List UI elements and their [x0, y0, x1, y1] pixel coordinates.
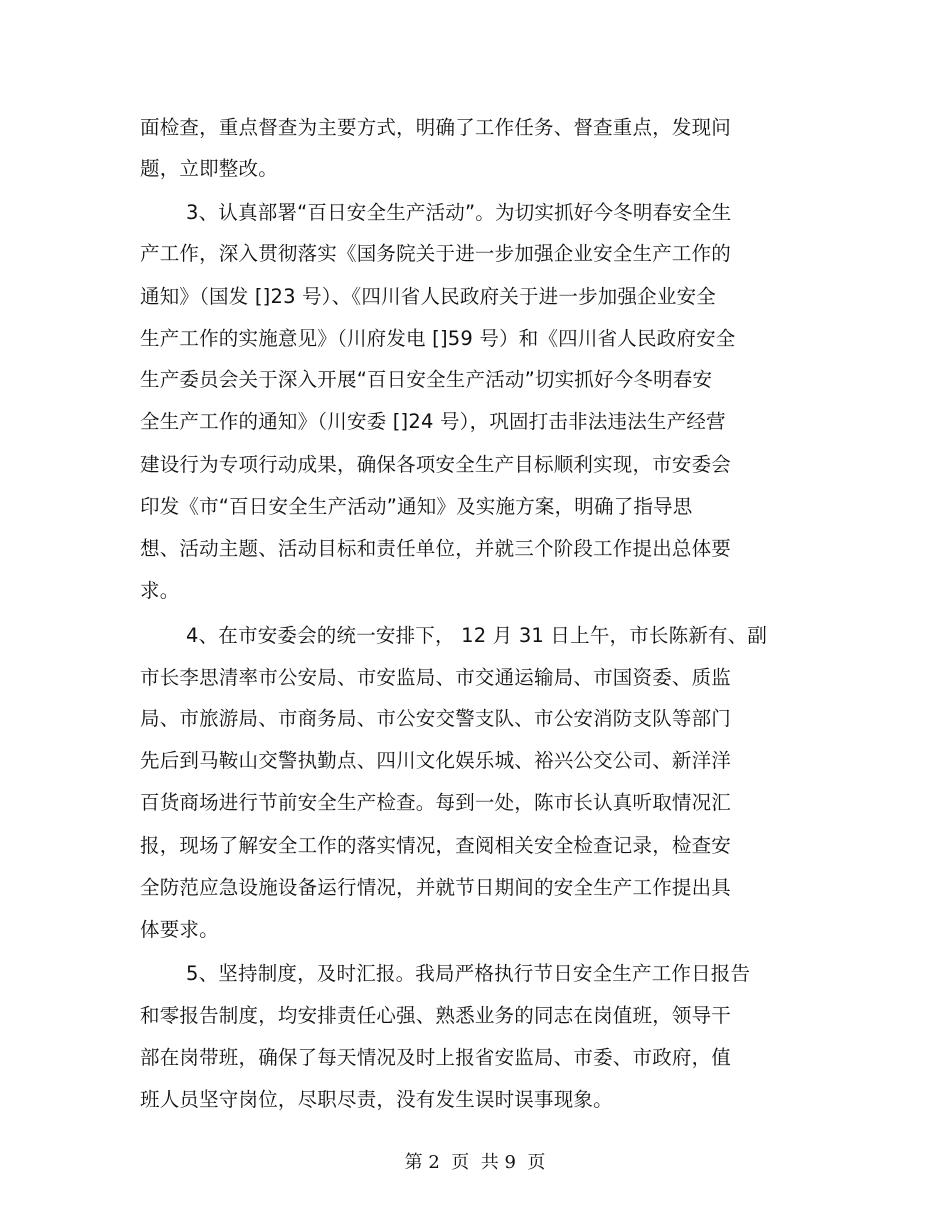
text-line: 班人员坚守岗位，尽职尽责，没有发生误时误事现象。 [140, 1088, 613, 1111]
text-line: 全生产工作的通知》（川安委 []24 号），巩固打击非法违法生产经营 [140, 410, 726, 433]
text-line: 市长李思清率市公安局、市安监局、市交通运输局、市国资委、质监 [140, 666, 732, 689]
text-line: 报，现场了解安全工作的落实情况，查阅相关安全检查记录，检查安 [140, 834, 732, 857]
text-line: 生产委员会关于深入开展“百日安全生产活动”切实抓好今冬明春安 [140, 368, 713, 391]
text-line: 建设行为专项行动成果，确保各项安全生产目标顺利实现，市安委会 [140, 453, 732, 476]
text-line: 先后到马鞍山交警执勤点、四川文化娱乐城、裕兴公交公司、新洋洋 [140, 749, 732, 772]
text-line: 印发《市“百日安全生产活动”通知》及实施方案，明确了指导思 [140, 495, 693, 518]
paragraph-first-line: 4、在市安委会的统一安排下， 12 月 31 日上午，市长陈新有、副 [186, 624, 768, 647]
page-number-footer: 第 2 页 共 9 页 [404, 1152, 546, 1173]
text-line: 面检查，重点督查为主要方式，明确了工作任务、督查重点，发现问 [140, 116, 732, 139]
text-line: 题，立即整改。 [140, 157, 278, 180]
text-line: 和零报告制度，均安排责任心强、熟悉业务的同志在岗值班，领导干 [140, 1004, 732, 1027]
paragraph-first-line: 3、认真部署“百日安全生产活动”。为切实抓好今冬明春安全生 [186, 201, 732, 224]
text-line: 全防范应急设施设备运行情况，并就节日期间的安全生产工作提出具 [140, 876, 732, 899]
text-line: 想、活动主题、活动目标和责任单位，并就三个阶段工作提出总体要 [140, 537, 732, 560]
text-line: 体要求。 [140, 918, 219, 941]
text-line: 求。 [140, 579, 180, 602]
text-line: 部在岗带班，确保了每天情况及时上报省安监局、市委、市政府，值 [140, 1046, 732, 1069]
text-line: 生产工作的实施意见》（川府发电 []59 号）和《四川省人民政府安全 [140, 327, 736, 350]
text-line: 局、市旅游局、市商务局、市公安交警支队、市公安消防支队等部门 [140, 707, 732, 730]
text-line: 通知》（国发 []23 号）、《四川省人民政府关于进一步加强企业安全 [140, 285, 716, 308]
text-line: 产工作，深入贯彻落实《国务院关于进一步加强企业安全生产工作的 [140, 242, 732, 265]
paragraph-first-line: 5、坚持制度，及时汇报。我局严格执行节日安全生产工作日报告 [186, 962, 751, 985]
text-line: 百货商场进行节前安全生产检查。每到一处，陈市长认真听取情况汇 [140, 791, 732, 814]
